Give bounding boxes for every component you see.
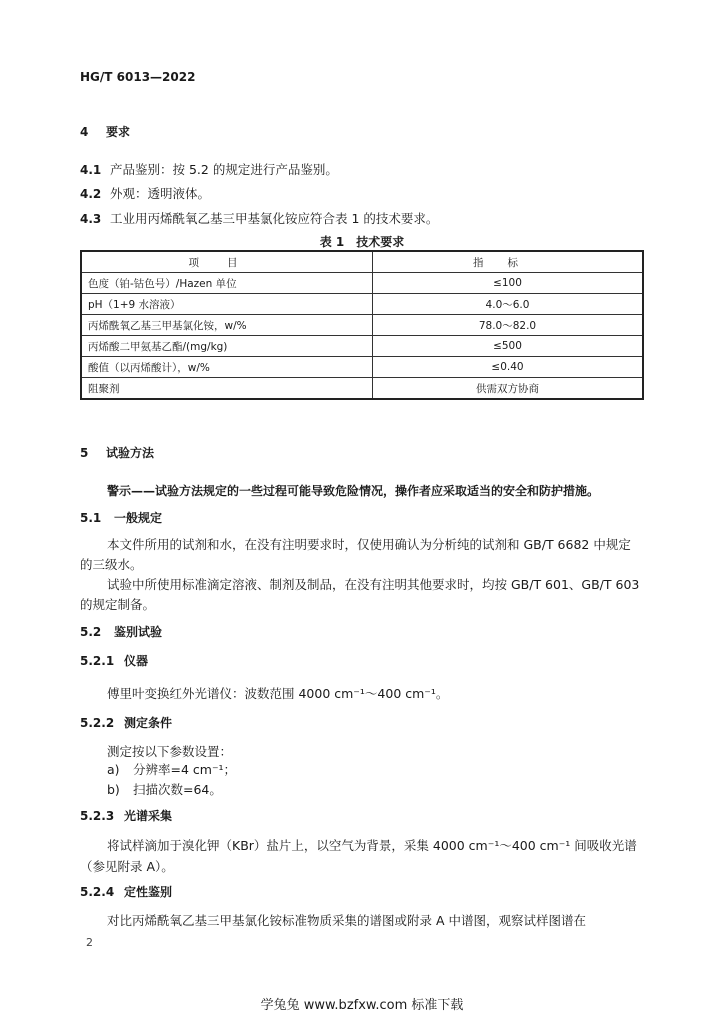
section-title: 要求 <box>106 125 131 139</box>
table-cell: 78.0～82.0 <box>373 315 644 336</box>
clause-5-1-heading <box>80 509 162 526</box>
paragraph-continued: （参见附录 A）。 <box>80 859 174 874</box>
table-cell: 供需双方协商 <box>373 378 644 400</box>
table-cell: ≤0.40 <box>373 357 644 378</box>
table-row <box>81 336 643 357</box>
table-cell: 酸值（以丙烯酸计），w/% <box>81 357 373 378</box>
clause-number: 5.2.4 <box>80 885 115 899</box>
clause-number: 4.3 <box>80 212 102 226</box>
table-cell: ≤500 <box>373 336 644 357</box>
list-text: 分辨率=4 cm⁻¹； <box>133 762 237 777</box>
paragraph: 傅里叶变换红外光谱仪：波数范围 4000 cm⁻¹～400 cm⁻¹。 <box>107 686 449 701</box>
table-cell: ≤100 <box>373 273 644 294</box>
clause-title: 测定条件 <box>124 716 173 730</box>
list-text: 扫描次数=64。 <box>133 782 222 797</box>
clause-number: 5.1 <box>80 511 102 525</box>
table-cell: 丙烯酰氧乙基三甲基氯化铵，w/% <box>81 315 373 336</box>
paragraph: 测定按以下参数设置： <box>107 744 233 759</box>
paragraph-continued: 的规定制备。 <box>80 597 156 612</box>
list-item <box>107 780 222 798</box>
clause-number: 5.2 <box>80 625 102 639</box>
clause-number: 5.2.3 <box>80 809 115 823</box>
section-number: 4 <box>80 125 89 139</box>
clause-text: 外观：透明液体。 <box>110 186 211 201</box>
section-4-heading <box>80 123 130 140</box>
section-title: 试验方法 <box>106 446 155 460</box>
section-number: 5 <box>80 446 89 460</box>
paragraph: 本文件所用的试剂和水，在没有注明要求时，仅使用确认为分析纯的试剂和 GB/T 6682 中规定 <box>107 537 631 552</box>
page-number: 2 <box>86 936 93 949</box>
clause-title: 一般规定 <box>114 511 163 525</box>
paragraph-continued: 的三级水。 <box>80 557 143 572</box>
clause-number: 5.2.1 <box>80 654 115 668</box>
paragraph: 将试样滴加于溴化钾（KBr）盐片上，以空气为背景，采集 4000 cm⁻¹～400 cm⁻¹ 间吸收光谱 <box>107 838 637 853</box>
clause-title: 定性鉴别 <box>124 885 173 899</box>
safety-warning: 警示——试验方法规定的一些过程可能导致危险情况，操作者应采取适当的安全和防护措施。 <box>107 484 600 498</box>
column-header-item: 项目 <box>81 251 373 273</box>
footer-watermark[interactable]: 学兔兔 www.bzfxw.com 标准下载 <box>260 998 464 1013</box>
table-row <box>81 273 643 294</box>
list-marker: a) <box>107 762 120 777</box>
table-cell: 阻聚剂 <box>81 378 373 400</box>
clause-title: 光谱采集 <box>124 809 173 823</box>
clause-4-2 <box>80 184 210 202</box>
clause-number: 5.2.2 <box>80 716 115 730</box>
clause-text: 工业用丙烯酰氧乙基三甲基氯化铵应符合表 1 的技术要求。 <box>110 211 439 226</box>
clause-text: 产品鉴别：按 5.2 的规定进行产品鉴别。 <box>110 162 338 177</box>
clause-title: 仪器 <box>124 654 149 668</box>
section-5-heading <box>80 444 154 461</box>
column-header-spec: 指标 <box>373 251 644 273</box>
paragraph: 试验中所使用标准滴定溶液、制剂及制品，在没有注明其他要求时，均按 GB/T 601、GB/T 603 <box>107 577 640 592</box>
clause-number: 4.2 <box>80 187 102 201</box>
requirements-table <box>80 250 644 400</box>
table-header-row <box>81 251 643 273</box>
table-row <box>81 315 643 336</box>
table-cell: 色度（铂-钴色号）/Hazen 单位 <box>81 273 373 294</box>
clause-5-2-1-heading <box>80 652 148 669</box>
list-item <box>107 760 236 778</box>
table-cell: 丙烯酸二甲氨基乙酯/(mg/kg) <box>81 336 373 357</box>
clause-5-2-heading <box>80 623 162 640</box>
table-row <box>81 357 643 378</box>
clause-4-3 <box>80 209 438 227</box>
list-marker: b) <box>107 782 120 797</box>
paragraph: 对比丙烯酰氧乙基三甲基氯化铵标准物质采集的谱图或附录 A 中谱图，观察试样图谱在 <box>107 913 586 928</box>
clause-4-1 <box>80 160 338 178</box>
table-caption: 表 1 技术要求 <box>319 235 405 249</box>
clause-5-2-2-heading <box>80 714 172 731</box>
clause-5-2-3-heading <box>80 807 172 824</box>
clause-title: 鉴别试验 <box>114 625 163 639</box>
clause-5-2-4-heading <box>80 883 172 900</box>
table-cell: 4.0～6.0 <box>373 294 644 315</box>
standard-code: HG/T 6013—2022 <box>80 70 196 84</box>
table-cell: pH（1+9 水溶液） <box>81 294 373 315</box>
clause-number: 4.1 <box>80 163 102 177</box>
table-row <box>81 378 643 400</box>
table-row <box>81 294 643 315</box>
